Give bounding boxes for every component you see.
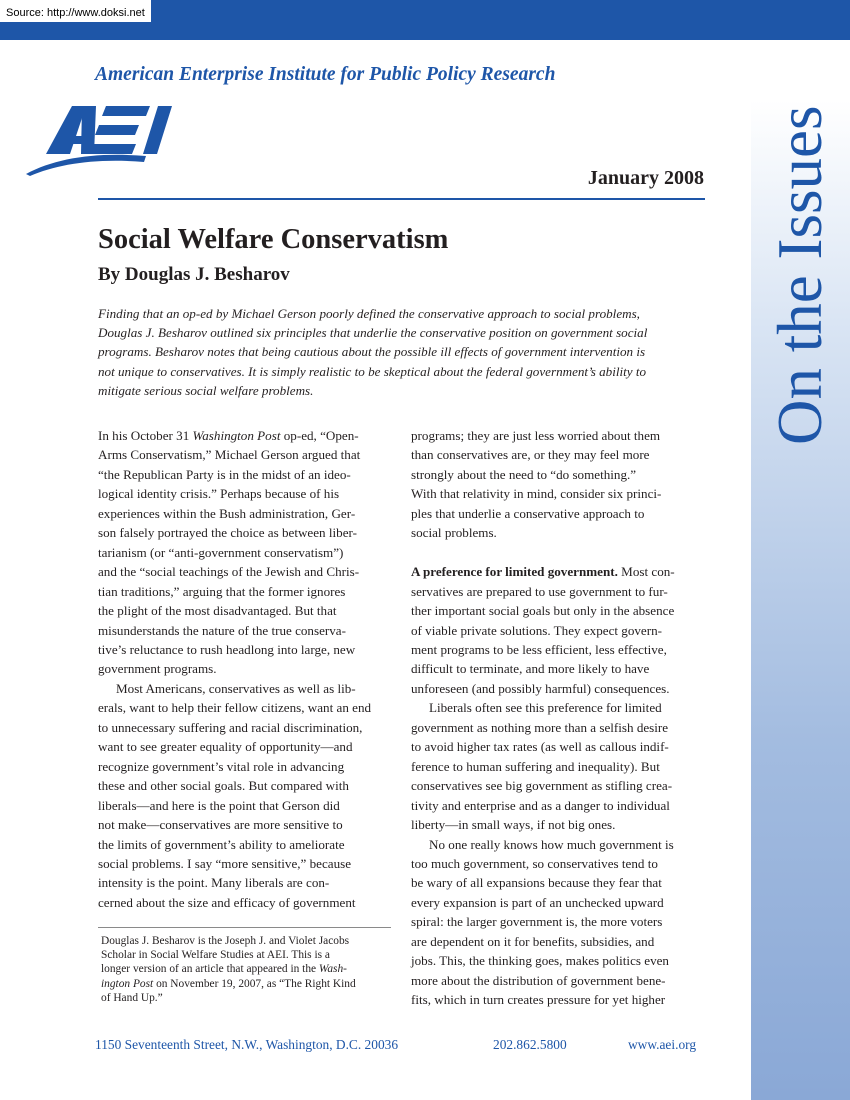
- body-line: programs; they are just less worried about them: [411, 428, 661, 443]
- body-line: liberals—and here is the point that Gerson did: [98, 797, 340, 813]
- body-line: intensity is the point. Many liberals are con-: [98, 875, 330, 891]
- abstract-line: Douglas J. Besharov outlined six principles that underlie the conservative position on government social: [98, 325, 648, 341]
- footer-website-link[interactable]: www.aei.org: [628, 1037, 697, 1052]
- body-line: “the Republican Party is in the midst of an ideo-: [98, 466, 351, 482]
- side-title: On the Issues: [765, 105, 835, 445]
- body-line: With that relativity in mind, consider six princi-: [411, 486, 662, 502]
- body-line: want to see greater equality of opportunity—and: [98, 739, 353, 755]
- body-line: servatives are prepared to use government to fur-: [411, 583, 668, 599]
- abstract-line: not unique to conservatives. It is simply realistic to be skeptical about the federal government’s ability to: [98, 363, 647, 379]
- body-line: Arms Conservatism,” Michael Gerson argued that: [98, 447, 361, 463]
- body-line: conservatives see big government as stifling crea-: [411, 778, 673, 794]
- footnote-line: of Hand Up.”: [101, 991, 163, 1004]
- footnote-line: ington Post on November 19, 2007, as “The Right Kind: [101, 977, 356, 990]
- body-line: than conservatives are, or they may feel more: [411, 447, 650, 463]
- header-divider: [98, 198, 705, 200]
- body-column-right: [411, 426, 706, 1010]
- body-line: difficult to terminate, and more likely to have: [411, 661, 650, 677]
- body-line: tive’s reluctance to rush headlong into large, new: [98, 641, 356, 657]
- body-line: Liberals often see this preference for limited: [429, 700, 662, 716]
- body-line: experiences within the Bush administration, Ger-: [98, 505, 356, 521]
- body-line: of viable private solutions. They expect govern-: [411, 622, 663, 638]
- footer-phone: 202.862.5800: [493, 1037, 567, 1052]
- body-line: government as nothing more than a selfish desire: [411, 719, 669, 735]
- body-line: unforeseen (and possibly harmful) consequences.: [411, 680, 670, 696]
- source-label: Source: http://www.doksi.net: [0, 0, 151, 22]
- body-line: more about the distribution of government bene-: [411, 972, 666, 988]
- body-line: fits, which in turn creates pressure for yet higher: [411, 992, 666, 1008]
- body-line: tarianism (or “anti-government conservatism”): [98, 544, 344, 560]
- body-line: tian traditions,” arguing that the former ignores: [98, 583, 346, 599]
- body-line: ment programs to be less efficient, less effective,: [411, 641, 667, 657]
- footnote-line: longer version of an article that appeared in the Wash-: [101, 963, 347, 976]
- body-line: recognize government’s vital role in advancing: [98, 758, 345, 774]
- body-line: misunderstands the nature of the true conserva-: [98, 622, 346, 638]
- aei-logo-icon: [26, 96, 188, 176]
- body-line: Most Americans, conservatives as well as lib-: [116, 680, 356, 696]
- body-line: to unnecessary suffering and racial discrimination,: [98, 719, 363, 735]
- body-line: every expansion is part of an unchecked upward: [411, 894, 664, 910]
- body-line: are dependent on it for benefits, subsidies, and: [411, 933, 655, 949]
- section-heading: A preference for limited government.: [411, 564, 618, 580]
- body-line: be wary of all expansions because they fear that: [411, 875, 662, 891]
- body-line: social problems.: [411, 525, 497, 541]
- body-line: No one really knows how much government is: [429, 836, 674, 852]
- body-line: the plight of the most disadvantaged. But that: [98, 603, 337, 619]
- article-byline: By Douglas J. Besharov: [98, 264, 290, 285]
- org-name: American Enterprise Institute for Public Policy Research: [95, 64, 556, 85]
- author-footnote: [101, 934, 393, 1005]
- abstract-line: Finding that an op-ed by Michael Gerson poorly defined the conservative approach to social problems,: [98, 306, 640, 321]
- footnote-line: Scholar in Social Welfare Studies at AEI. This is a: [101, 949, 330, 962]
- body-line: these and other social goals. But compared with: [98, 778, 349, 794]
- abstract-line: mitigate serious social welfare problems.: [98, 382, 314, 398]
- abstract-line: programs. Besharov notes that being cautious about the possible ill effects of government intervention is: [98, 344, 646, 360]
- body-line: liberty—in small ways, if not big ones.: [411, 817, 616, 833]
- body-line: to avoid higher tax rates (as well as callous indif-: [411, 739, 669, 755]
- body-line: spiral: the larger government is, the more voters: [411, 914, 663, 930]
- body-line: jobs. This, the thinking goes, makes politics even: [411, 953, 669, 969]
- body-line: the limits of government’s ability to ameliorate: [98, 836, 345, 852]
- article-abstract: [98, 304, 708, 400]
- body-line: too much government, so conservatives tend to: [411, 855, 658, 871]
- body-line: son falsely portrayed the choice as between liber-: [98, 525, 357, 541]
- footnote-divider: [98, 927, 391, 928]
- body-line: government programs.: [98, 661, 217, 677]
- paragraph-gap: [411, 543, 706, 562]
- body-line: cerned about the size and efficacy of government: [98, 894, 356, 910]
- body-line: strongly about the need to “do something.”: [411, 466, 637, 482]
- body-line: ples that underlie a conservative approach to: [411, 505, 645, 521]
- body-line: and the “social teachings of the Jewish and Chris-: [98, 564, 360, 580]
- body-line: tivity and enterprise and as a danger to individual: [411, 797, 670, 813]
- body-line: logical identity crisis.” Perhaps because of his: [98, 486, 340, 502]
- article-title: Social Welfare Conservatism: [98, 224, 449, 255]
- body-line: A preference for limited government. Most con-: [411, 564, 675, 580]
- body-column-left: [98, 426, 393, 912]
- body-line: erals, want to help their fellow citizens, want an end: [98, 700, 372, 716]
- footnote-line: Douglas J. Besharov is the Joseph J. and Violet Jacobs: [101, 935, 350, 947]
- issue-date: January 2008: [587, 167, 704, 189]
- body-line: ference to human suffering and inequality). But: [411, 758, 660, 774]
- body-line: social problems. I say “more sensitive,” because: [98, 855, 352, 871]
- body-line: In his October 31 Washington Post op-ed, “Open-: [98, 428, 359, 443]
- body-line: ther important social goals but only in the absence: [411, 603, 675, 619]
- body-line: not make—conservatives are more sensitive to: [98, 817, 343, 833]
- footer-address: 1150 Seventeenth Street, N.W., Washington, D.C. 20036: [95, 1037, 399, 1052]
